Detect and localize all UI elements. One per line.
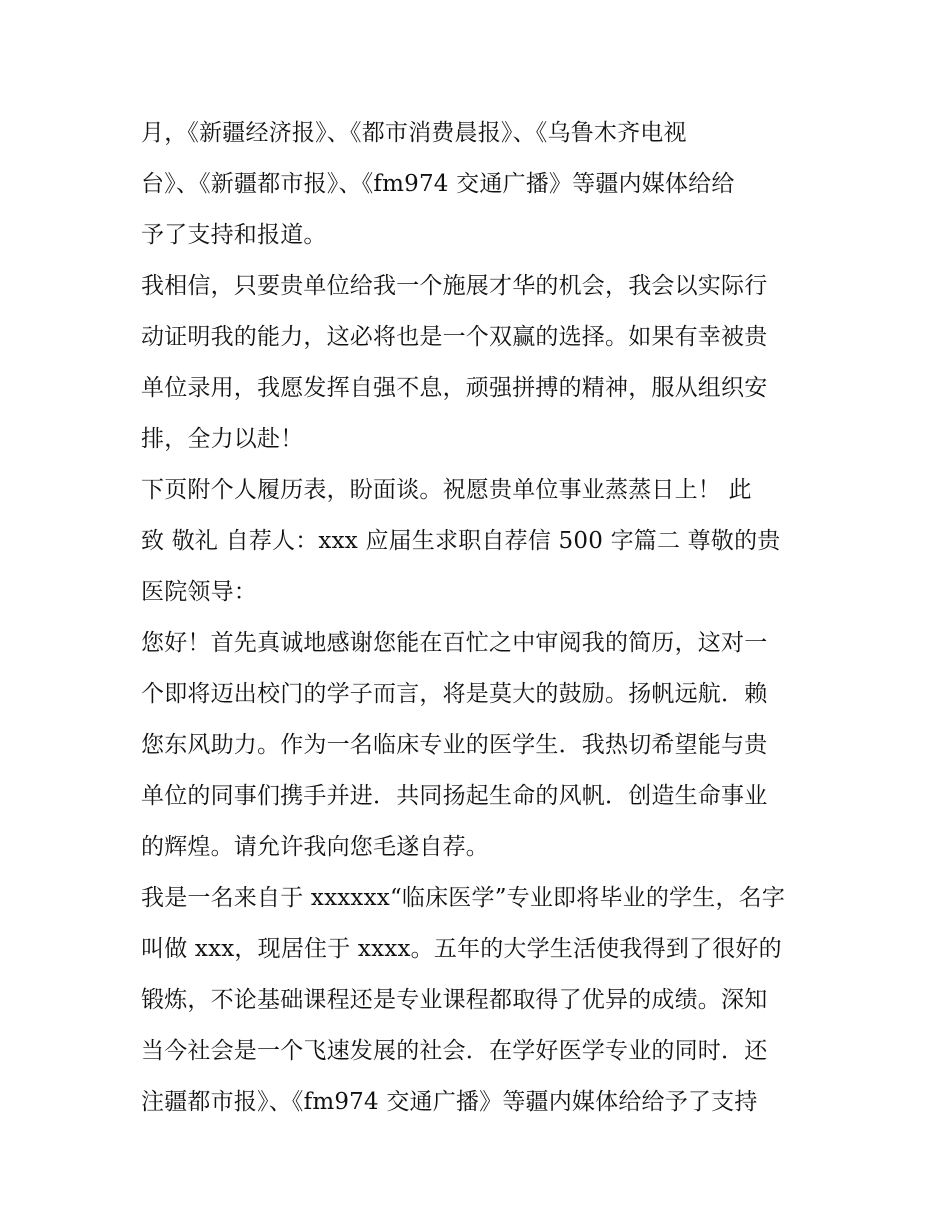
text-line-6: 单位录用，我愿发挥自强不息，顽强拼搏的精神，服从组织安 [141, 375, 768, 401]
text-line-20: 注疆都市报》、《fm974 交通广播》等疆内媒体给给予了支持 [141, 1089, 758, 1115]
text-line-3: 予了支持和报道。 [141, 222, 327, 248]
text-line-14: 单位的同事们携手并进．共同扬起生命的风帆．创造生命事业 [141, 783, 768, 809]
text-line-9: 致 敬礼 自荐人：xxx 应届生求职自荐信 500 字篇二 尊敬的贵 [141, 528, 781, 554]
text-line-1: 月，《新疆经济报》、《都市消费晨报》、《乌鲁木齐电视 [141, 120, 687, 146]
text-line-4: 我相信，只要贵单位给我一个施展才华的机会，我会以实际行 [141, 273, 768, 299]
text-line-19: 当今社会是一个飞速发展的社会．在学好医学专业的同时．还 [141, 1038, 768, 1064]
text-line-10: 医院领导： [141, 579, 257, 605]
text-line-5: 动证明我的能力，这必将也是一个双赢的选择。如果有幸被贵 [141, 324, 768, 350]
text-line-18: 锻炼，不论基础课程还是专业课程都取得了优异的成绩。深知 [141, 987, 768, 1013]
text-line-12: 个即将迈出校门的学子而言，将是莫大的鼓励。扬帆远航．赖 [141, 681, 768, 707]
text-line-11: 您好！首先真诚地感谢您能在百忙之中审阅我的简历，这对一 [141, 630, 768, 656]
text-line-7: 排，全力以赴！ [141, 426, 304, 452]
text-line-8: 下页附个人履历表，盼面谈。祝愿贵单位事业蒸蒸日上！ 此 [141, 477, 752, 503]
text-line-17: 叫做 xxx，现居住于 xxxx。五年的大学生活使我得到了很好的 [141, 936, 782, 962]
body-text [141, 108, 821, 1128]
text-line-16: 我是一名来自于 xxxxxx“临床医学”专业即将毕业的学生，名字 [141, 885, 786, 911]
text-line-13: 您东风助力。作为一名临床专业的医学生．我热切希望能与贵 [141, 732, 768, 758]
text-line-15: 的辉煌。请允许我向您毛遂自荐。 [141, 834, 489, 860]
text-line-2: 台》、《新疆都市报》、《fm974 交通广播》等疆内媒体给给 [141, 171, 735, 197]
